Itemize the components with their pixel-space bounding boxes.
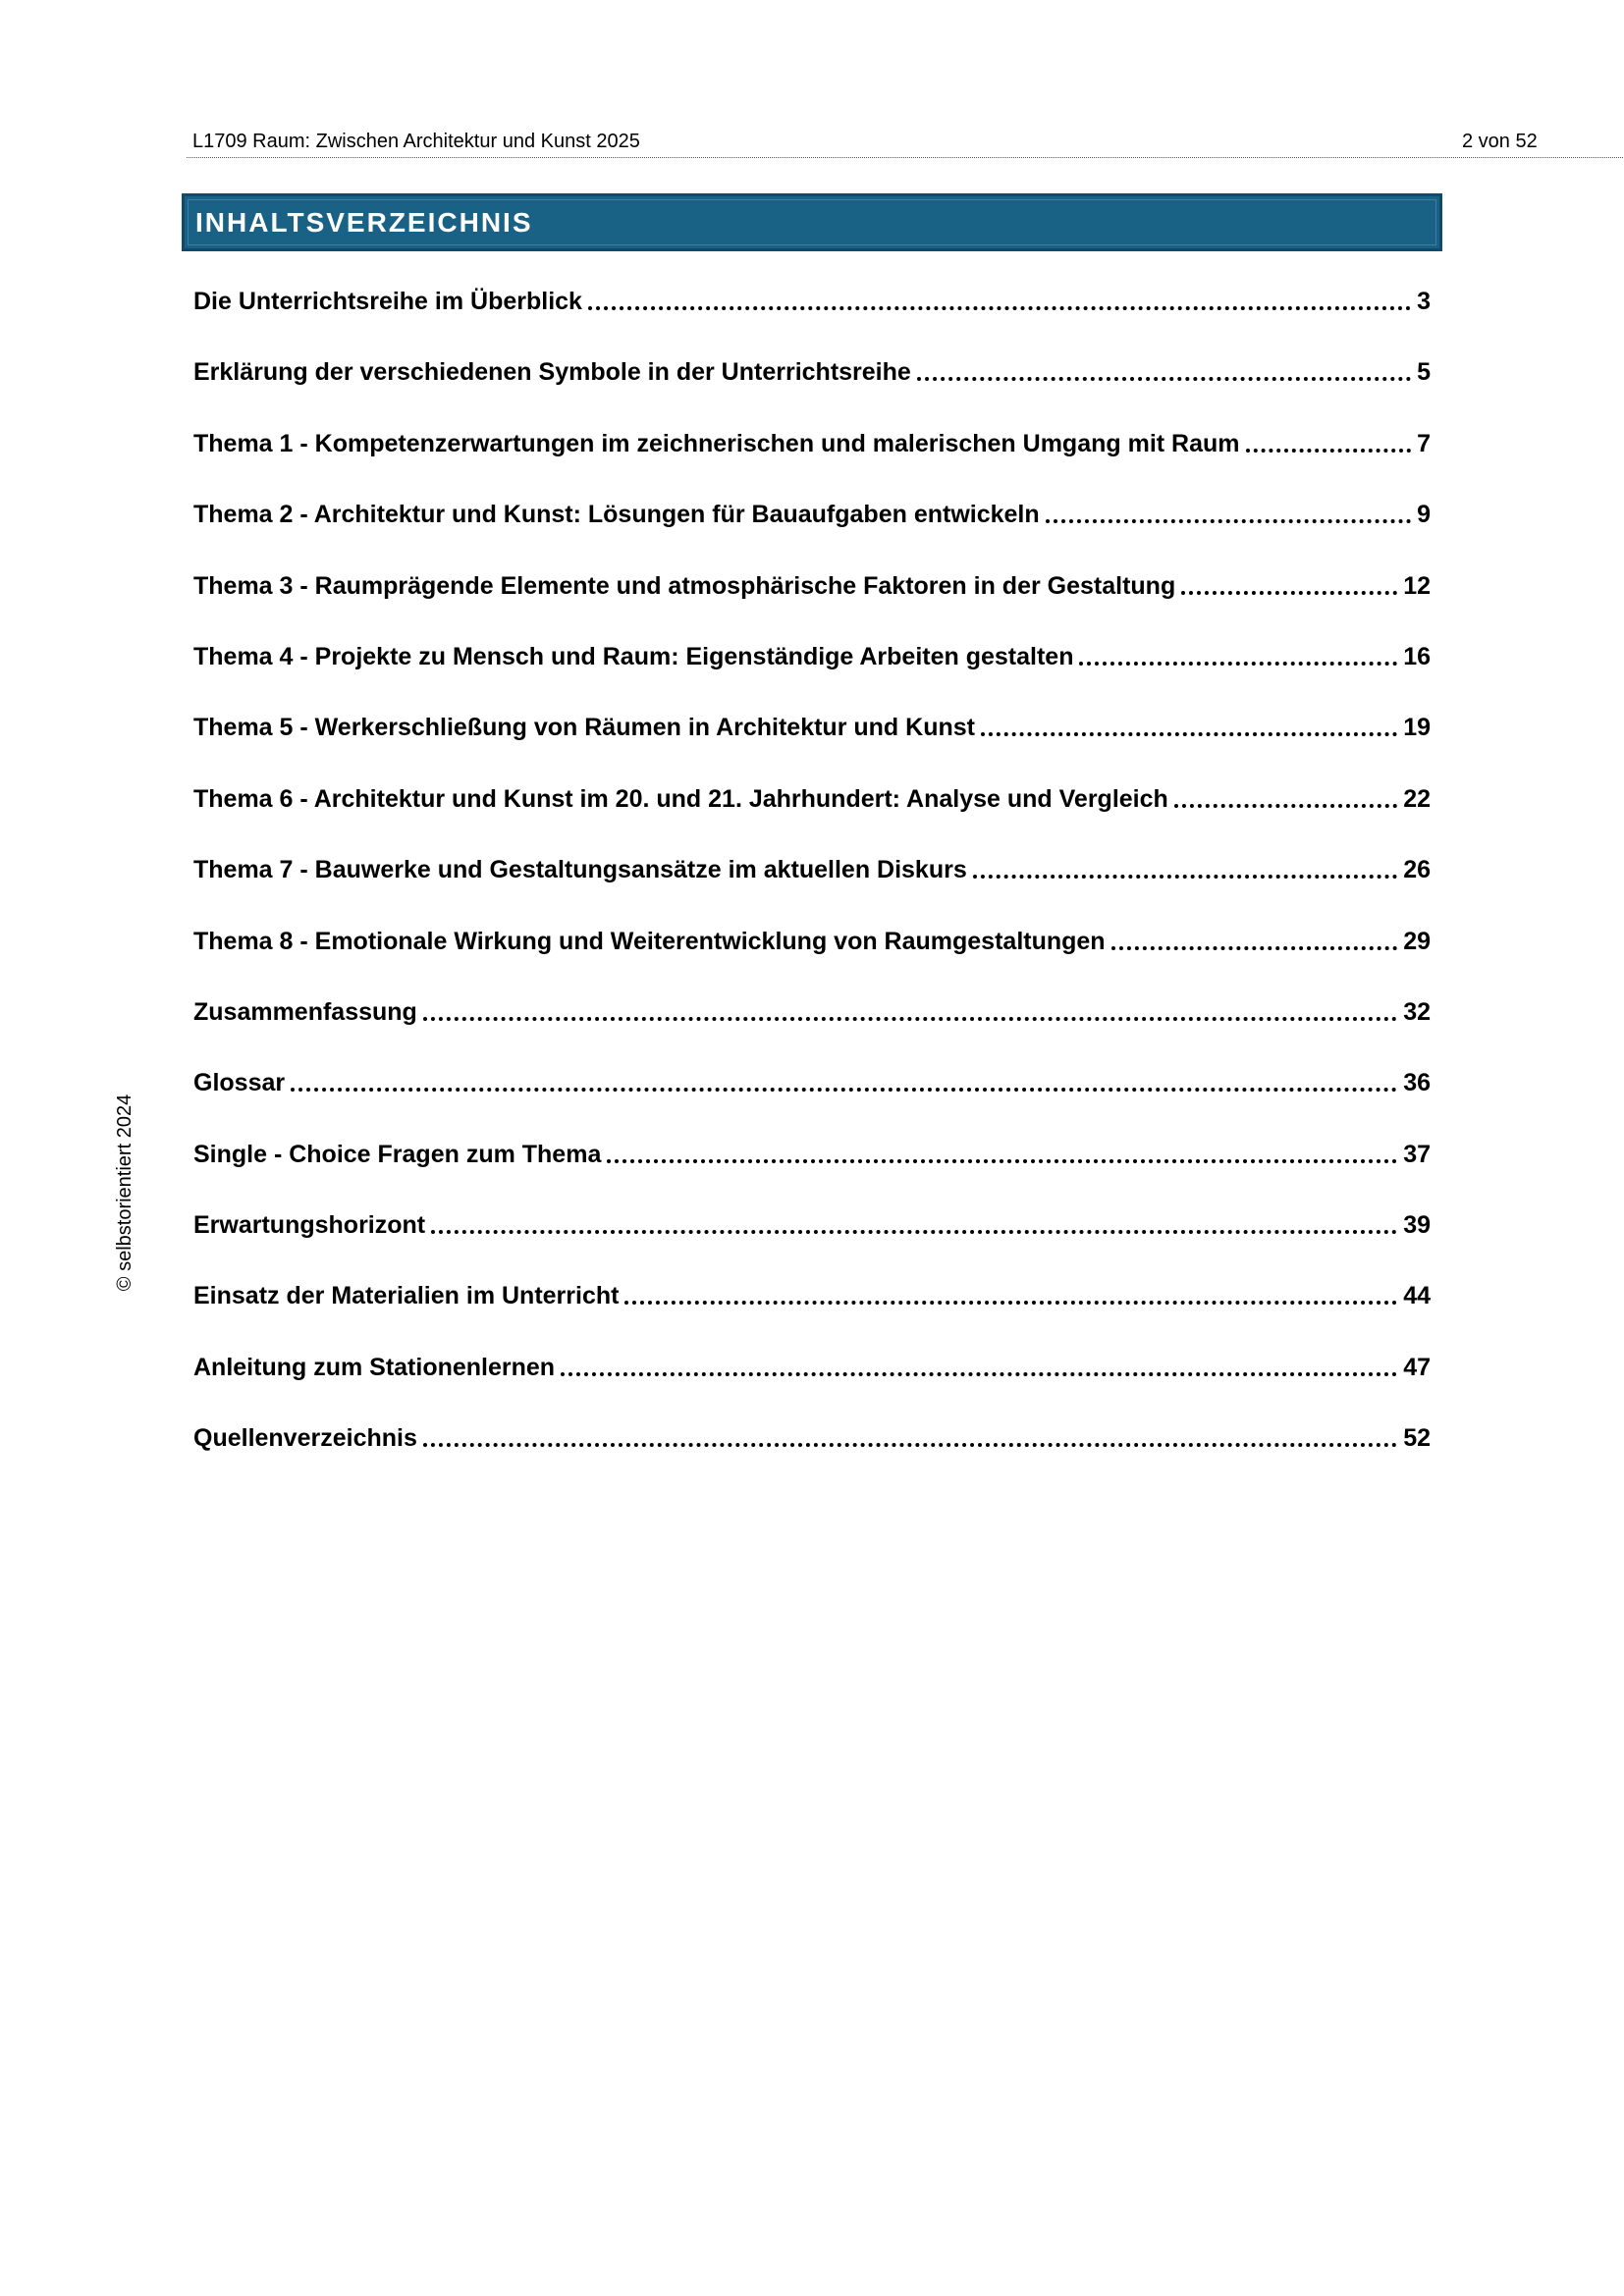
toc-dot-leader bbox=[917, 352, 1411, 392]
toc-entry-thema-2[interactable] bbox=[193, 495, 1431, 565]
toc-entry-thema-6[interactable] bbox=[193, 779, 1431, 850]
toc-entry-title: Zusammenfassung bbox=[193, 997, 417, 1026]
toc-entry-title: Thema 7 - Bauwerke und Gestaltungsansätze im aktuellen Diskurs bbox=[193, 856, 967, 884]
toc-entry-thema-1[interactable] bbox=[193, 424, 1431, 495]
toc-list bbox=[193, 282, 1431, 1490]
toc-heading-banner bbox=[182, 193, 1442, 251]
toc-entry-page: 22 bbox=[1403, 784, 1431, 813]
toc-dot-leader bbox=[1046, 495, 1411, 534]
toc-entry-thema-5[interactable] bbox=[193, 708, 1431, 778]
toc-dot-leader bbox=[1079, 637, 1397, 676]
toc-entry-page: 3 bbox=[1417, 288, 1431, 315]
toc-dot-leader bbox=[588, 282, 1411, 321]
toc-entry-page: 47 bbox=[1403, 1353, 1431, 1381]
toc-dot-leader bbox=[1111, 922, 1398, 961]
toc-entry-page: 9 bbox=[1417, 501, 1431, 529]
toc-entry-page: 12 bbox=[1403, 571, 1431, 600]
toc-entry-title: Anleitung zum Stationenlernen bbox=[193, 1353, 556, 1381]
toc-entry-single-choice[interactable] bbox=[193, 1135, 1431, 1205]
toc-dot-leader bbox=[291, 1063, 1397, 1102]
toc-heading: INHALTSVERZEICHNIS bbox=[195, 207, 533, 238]
toc-dot-leader bbox=[981, 708, 1397, 747]
toc-dot-leader bbox=[431, 1205, 1397, 1245]
toc-entry-quellenverzeichnis[interactable] bbox=[193, 1418, 1431, 1489]
toc-dot-leader bbox=[561, 1348, 1397, 1387]
toc-entry-page: 52 bbox=[1403, 1424, 1431, 1453]
toc-entry-page: 32 bbox=[1403, 997, 1431, 1026]
toc-entry-page: 39 bbox=[1403, 1211, 1431, 1240]
toc-entry-page: 29 bbox=[1403, 927, 1431, 955]
toc-entry-stationenlernen[interactable] bbox=[193, 1348, 1431, 1418]
toc-entry-title: Die Unterrichtsreihe im Überblick bbox=[193, 288, 582, 315]
toc-entry-zusammenfassung[interactable] bbox=[193, 992, 1431, 1063]
toc-entry-title: Single - Choice Fragen zum Thema bbox=[193, 1140, 602, 1168]
toc-entry-page: 16 bbox=[1403, 642, 1431, 670]
toc-dot-leader bbox=[1174, 779, 1397, 819]
toc-entry-page: 36 bbox=[1403, 1069, 1431, 1097]
toc-entry-thema-4[interactable] bbox=[193, 637, 1431, 708]
toc-entry-page: 7 bbox=[1417, 429, 1431, 457]
toc-entry-page: 26 bbox=[1403, 856, 1431, 884]
toc-entry-page: 44 bbox=[1403, 1282, 1431, 1310]
toc-entry-page: 5 bbox=[1417, 358, 1431, 387]
toc-entry-title: Thema 2 - Architektur und Kunst: Lösungen für Bauaufgaben entwickeln bbox=[193, 501, 1040, 529]
toc-entry-title: Thema 8 - Emotionale Wirkung und Weiterentwicklung von Raumgestaltungen bbox=[193, 927, 1106, 955]
document-title: L1709 Raum: Zwischen Architektur und Kunst 2025 bbox=[192, 131, 640, 152]
toc-entry-title: Thema 5 - Werkerschließung von Räumen in Architektur und Kunst bbox=[193, 714, 975, 742]
toc-dot-leader bbox=[973, 850, 1397, 889]
toc-dot-leader bbox=[624, 1276, 1397, 1315]
toc-entry-einsatz[interactable] bbox=[193, 1276, 1431, 1347]
toc-entry-thema-8[interactable] bbox=[193, 922, 1431, 992]
toc-dot-leader bbox=[1246, 424, 1411, 463]
toc-entry-page: 37 bbox=[1403, 1140, 1431, 1168]
toc-dot-leader bbox=[1181, 566, 1397, 606]
toc-entry-title: Thema 3 - Raumprägende Elemente und atmosphärische Faktoren in der Gestaltung bbox=[193, 571, 1176, 600]
page-header bbox=[187, 128, 1623, 158]
page-number: 2 von 52 bbox=[1462, 131, 1538, 152]
toc-entry-page: 19 bbox=[1403, 714, 1431, 742]
toc-entry-title: Einsatz der Materialien im Unterricht bbox=[193, 1282, 620, 1310]
toc-entry-title: Quellenverzeichnis bbox=[193, 1424, 417, 1453]
toc-entry-ueberblick[interactable] bbox=[193, 282, 1431, 352]
toc-entry-title: Glossar bbox=[193, 1069, 286, 1097]
toc-entry-thema-3[interactable] bbox=[193, 566, 1431, 637]
toc-entry-title: Erwartungshorizont bbox=[193, 1211, 426, 1240]
toc-dot-leader bbox=[423, 992, 1397, 1032]
toc-entry-erwartungshorizont[interactable] bbox=[193, 1205, 1431, 1276]
copyright-note: © selbstorientiert 2024 bbox=[114, 1094, 135, 1292]
toc-entry-glossar[interactable] bbox=[193, 1063, 1431, 1134]
toc-entry-title: Thema 6 - Architektur und Kunst im 20. und 21. Jahrhundert: Analyse und Vergleich bbox=[193, 784, 1168, 813]
toc-dot-leader bbox=[607, 1135, 1397, 1174]
toc-dot-leader bbox=[423, 1418, 1397, 1458]
toc-entry-symbole[interactable] bbox=[193, 352, 1431, 423]
toc-entry-thema-7[interactable] bbox=[193, 850, 1431, 921]
toc-entry-title: Erklärung der verschiedenen Symbole in der Unterrichtsreihe bbox=[193, 358, 911, 387]
toc-entry-title: Thema 1 - Kompetenzerwartungen im zeichnerischen und malerischen Umgang mit Raum bbox=[193, 429, 1240, 457]
toc-entry-title: Thema 4 - Projekte zu Mensch und Raum: Eigenständige Arbeiten gestalten bbox=[193, 642, 1074, 670]
